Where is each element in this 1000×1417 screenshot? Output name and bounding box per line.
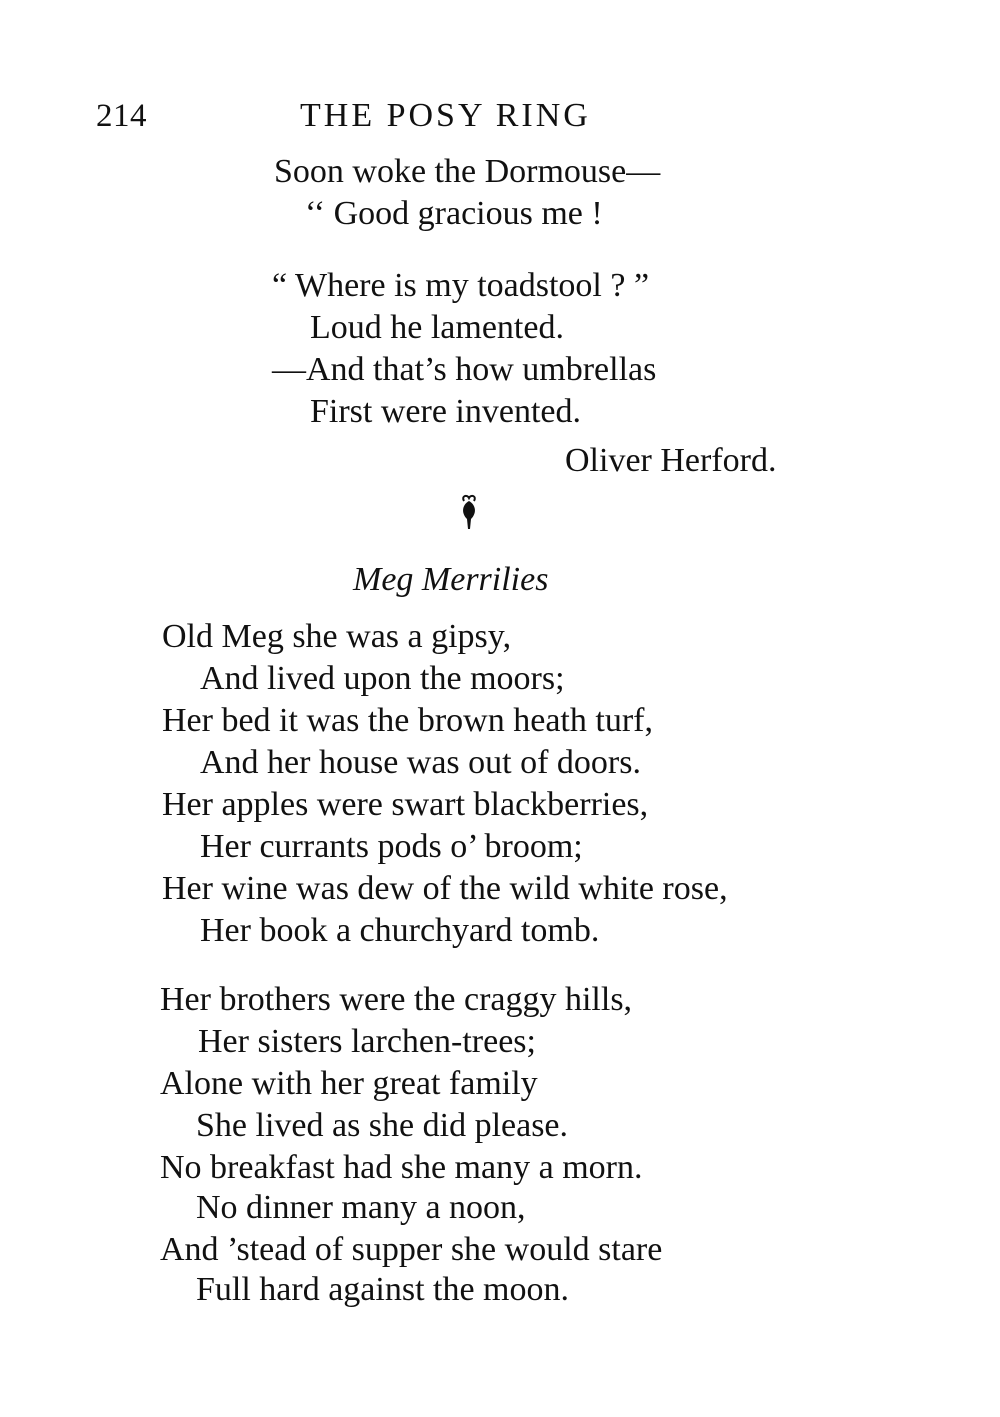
poem-line: And her house was out of doors.	[200, 744, 641, 781]
poem-line: Her sisters larchen-trees;	[198, 1023, 536, 1060]
poem-line: Loud he lamented.	[310, 309, 564, 346]
poem-line: Her currants pods o’ broom;	[200, 828, 583, 865]
poem-line: Full hard against the moon.	[196, 1271, 570, 1308]
poem-line: —And that’s how umbrellas	[272, 351, 657, 388]
poem-title: Meg Merrilies	[353, 561, 549, 598]
poem-line: No breakfast had she many a morn.	[160, 1149, 643, 1186]
poem-line: And ’stead of supper she would stare	[160, 1231, 663, 1268]
fleuron-icon	[455, 493, 483, 533]
poem-line: Her wine was dew of the wild white rose,	[162, 870, 728, 907]
poem-line: Her bed it was the brown heath turf,	[162, 702, 653, 739]
poem-line: Soon woke the Dormouse—	[274, 153, 661, 190]
author-attribution: Oliver Herford.	[565, 442, 777, 479]
poem-line: Her book a churchyard tomb.	[200, 912, 600, 949]
poem-line: First were invented.	[310, 393, 581, 430]
running-title: THE POSY RING	[300, 97, 591, 134]
poem-line: Old Meg she was a gipsy,	[162, 618, 512, 655]
poem-line: She lived as she did please.	[196, 1107, 569, 1144]
poem-line: No dinner many a noon,	[196, 1189, 526, 1226]
page-number: 214	[96, 98, 147, 134]
poem-line: Alone with her great family	[160, 1065, 538, 1102]
poem-line: And lived upon the moors;	[200, 660, 565, 697]
poem-line: Her brothers were the craggy hills,	[160, 981, 633, 1018]
poem-line: ‘‘ Good gracious me !	[305, 195, 603, 232]
poem-line: Her apples were swart blackberries,	[162, 786, 649, 823]
poem-line: “ Where is my toadstool ? ”	[272, 267, 650, 304]
